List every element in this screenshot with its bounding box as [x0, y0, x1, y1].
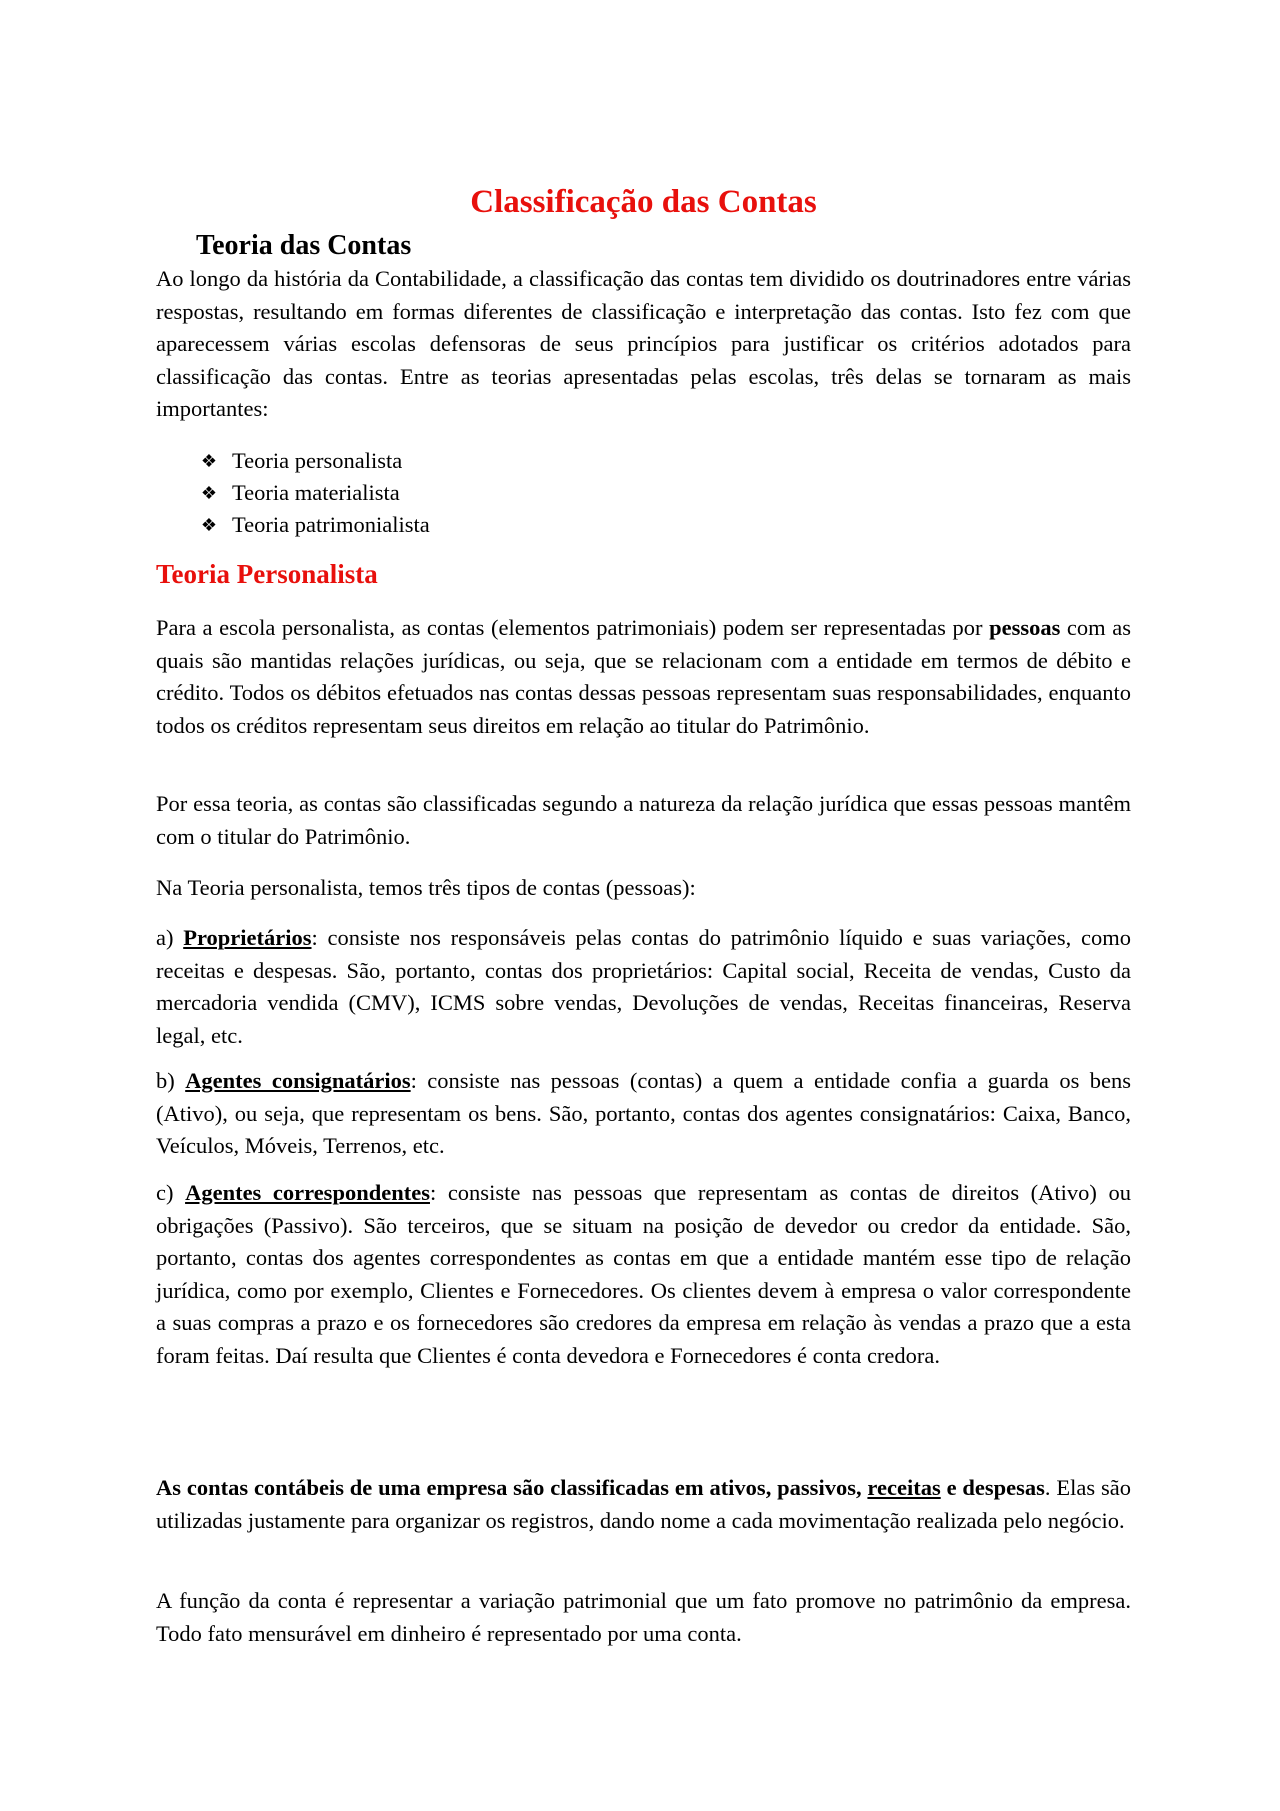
theory-list [196, 445, 430, 541]
list-item [196, 509, 430, 541]
paragraph-classification: Por essa teoria, as contas são classificadas segundo a natureza da relação jurídica que essas pessoas mantêm com o titular do Patrimônio. [156, 791, 1131, 849]
document-title: Classificação das Contas [470, 184, 817, 220]
summary-paragraph: As contas contábeis de uma empresa são classificadas em ativos, passivos, receitas e despesas. Elas são utilizadas justamente para organizar os registros, dando nome a cada movimentação realizada pelo negócio. [156, 1475, 1131, 1533]
closing-paragraph: A função da conta é representar a variação patrimonial que um fato promove no patrimônio da empresa. Todo fato mensurável em dinheiro é representado por uma conta. [156, 1588, 1131, 1646]
term-proprietarios: Proprietários [183, 925, 312, 950]
diamond-bullet-icon: ❖ [200, 451, 218, 471]
diamond-bullet-icon: ❖ [200, 515, 218, 535]
list-item-label: Teoria patrimonialista [232, 512, 430, 537]
diamond-bullet-icon: ❖ [200, 483, 218, 503]
paragraph-types-intro: Na Teoria personalista, temos três tipos de contas (pessoas): [156, 875, 696, 900]
term-receitas: receitas [867, 1475, 941, 1500]
paragraph-personalista: Para a escola personalista, as contas (elementos patrimoniais) podem ser representadas por pessoas com as quais são mantidas relações jurídicas, ou seja, que se relacionam com a entidade em termos de débito e crédito. Todos os débitos efetuados nas contas dessas pessoas representam suas responsabilidades, enquanto todos os créditos representam seus direitos em relação ao titular do Patrimônio. [156, 615, 1131, 738]
section-subtitle: Teoria das Contas [196, 230, 412, 261]
list-item [196, 477, 430, 509]
type-agentes-consignatarios: b) Agentes consignatários: consiste nas pessoas (contas) a quem a entidade confia a guarda os bens (Ativo), ou seja, que representam os bens. São, portanto, contas dos agentes consignatários: Caixa, Banco, Veículos, Móveis, Terrenos, etc. [156, 1068, 1132, 1158]
section-heading: Teoria Personalista [156, 559, 378, 589]
term-agentes-correspondentes: Agentes correspondentes [185, 1180, 430, 1205]
bold-term: pessoas [989, 615, 1061, 640]
list-item-label: Teoria materialista [232, 480, 400, 505]
type-proprietarios: a) Proprietários: consiste nos responsáveis pelas contas do patrimônio líquido e suas variações, como receitas e despesas. São, portanto, contas dos proprietários: Capital social, Receita de vendas, Custo da mercadoria vendida (CMV), ICMS sobre vendas, Devoluções de vendas, Receitas financeiras, Reserva legal, etc. [156, 925, 1131, 1048]
intro-paragraph: Ao longo da história da Contabilidade, a classificação das contas tem dividido os doutrinadores entre várias respostas, resultando em formas diferentes de classificação e interpretação das contas. Isto fez com que aparecessem várias escolas defensoras de seus princípios para justificar os critérios adotados para classificação das contas. Entre as teorias apresentadas pelas escolas, três delas se tornaram as mais importantes: [156, 266, 1131, 421]
type-agentes-correspondentes: c) Agentes correspondentes: consiste nas pessoas que representam as contas de direitos (Ativo) ou obrigações (Passivo). São terceiros, que se situam na posição de devedor ou credor da entidade. São, portanto, contas dos agentes correspondentes as contas em que a entidade mantém esse tipo de relação jurídica, como por exemplo, Clientes e Fornecedores. Os clientes devem à empresa o valor correspondente a suas compras a prazo e os fornecedores são credores da empresa em relação às vendas a prazo que a esta foram feitas. Daí resulta que Clientes é conta devedora e Fornecedores é conta credora. [156, 1180, 1132, 1368]
term-agentes-consignatarios: Agentes consignatários [185, 1068, 411, 1093]
list-item-label: Teoria personalista [232, 448, 403, 473]
list-item [196, 445, 430, 477]
